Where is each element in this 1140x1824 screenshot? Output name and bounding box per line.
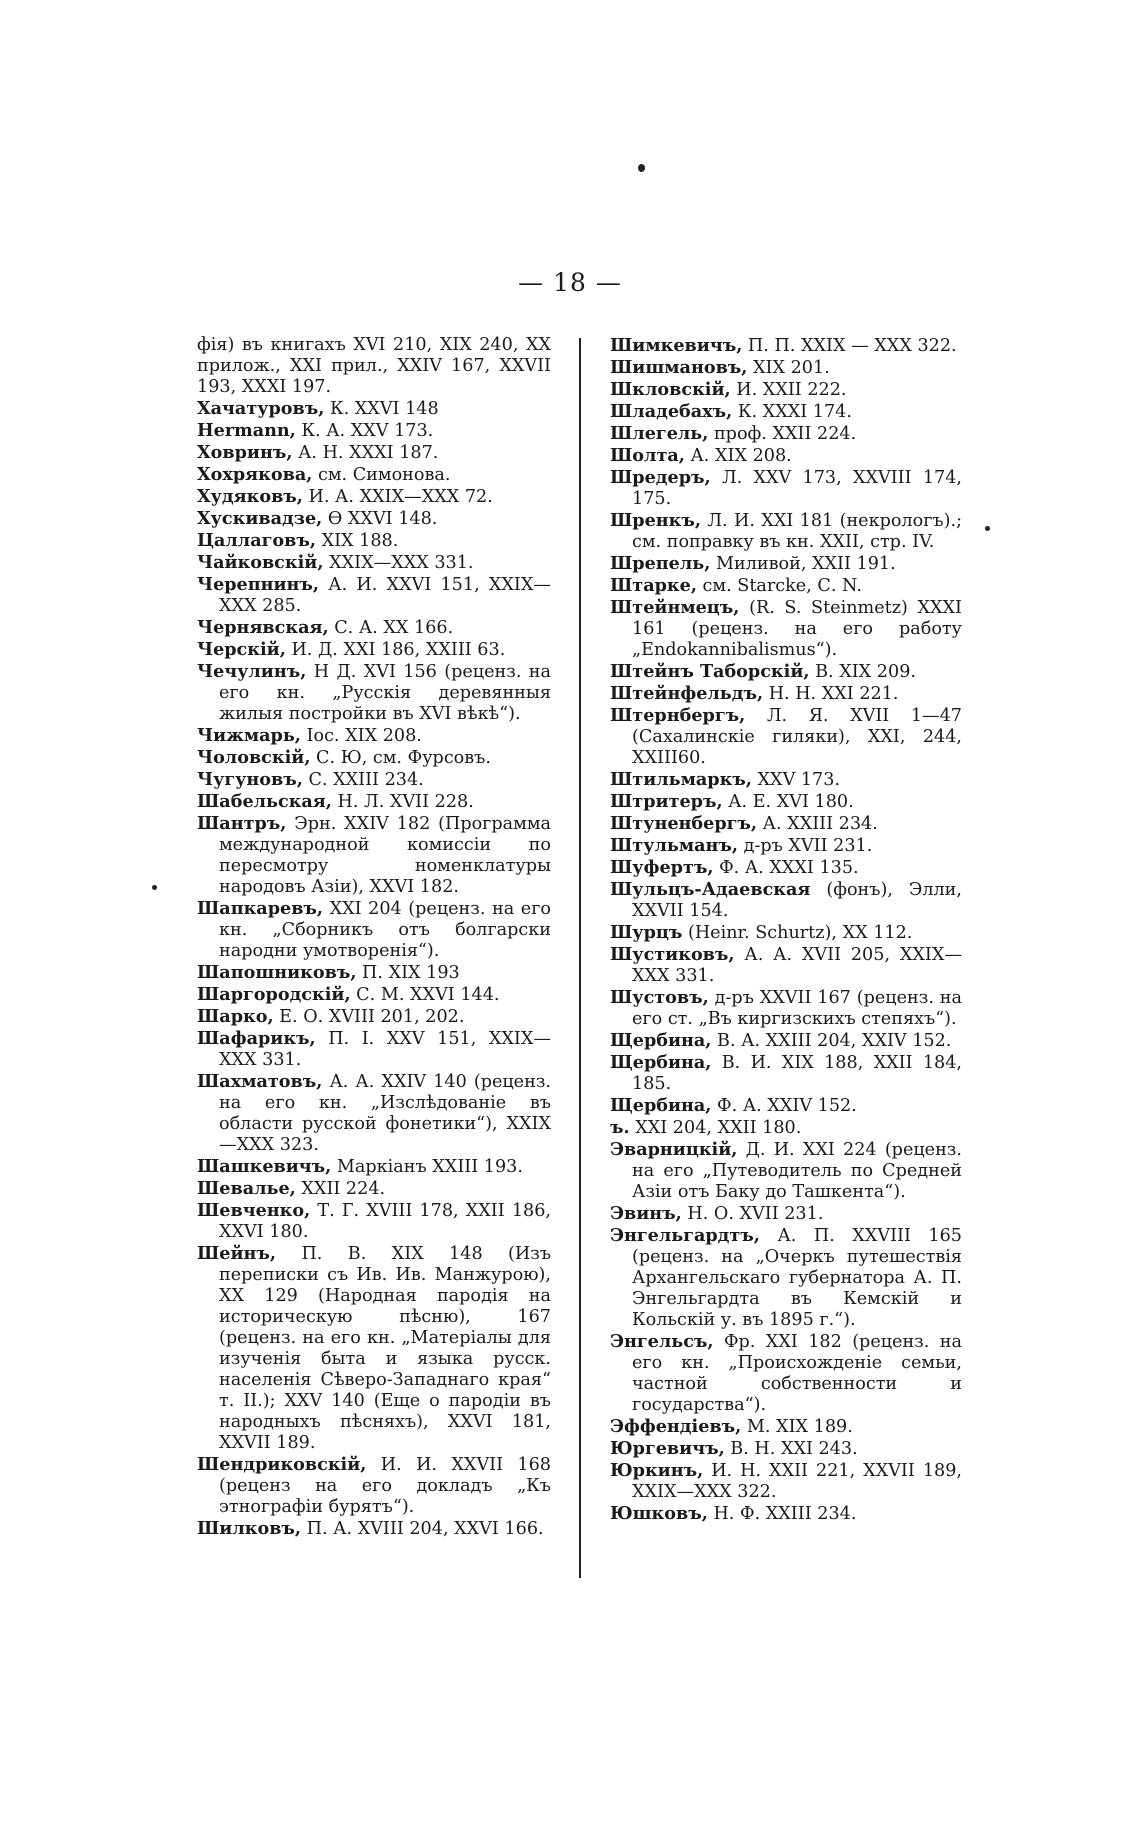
index-entry (197, 486, 551, 508)
entry-name: Шурцъ (610, 922, 683, 943)
entry-references: П. В. XIX 148 (Изъ переписки съ Ив. Ив. Манжурою), XX 129 (Народная пародія на историческую пѣсню), 167 (реценз. на его кн. „Матеріалы для изученія быта и языка русск. населенія Сѣверо-Западнаго края“ т. II.); XXV 140 (Еще о пародіи въ народныхъ пѣсняхъ), XXVI 181, XXVII 189. (219, 1244, 552, 1453)
entry-references: Миливой, XXII 191. (715, 554, 896, 574)
index-entry (197, 1028, 551, 1071)
index-entry (197, 962, 551, 984)
entry-references: И. Н. XXII 221, XXVII 189, XXIX—XXX 322. (632, 1461, 962, 1502)
entry-name: Цаллаговъ, (197, 530, 316, 551)
index-entry (610, 575, 962, 597)
entry-name: Шимкевичъ, (610, 335, 743, 356)
entry-name: Чоловскій, (197, 747, 311, 768)
index-entry (197, 747, 551, 769)
index-entry (197, 398, 551, 420)
entry-name: Худяковъ, (197, 486, 303, 507)
index-entry (197, 442, 551, 464)
entry-name: Шашкевичъ, (197, 1156, 332, 1177)
entry-name: Хохрякова, (197, 464, 313, 485)
index-entry (610, 553, 962, 575)
entry-references: И. И. XXVII 168 (реценз на его докладъ „Къ этнографіи бурятъ“). (219, 1455, 551, 1517)
entry-references: И. Д. XXI 186, XXIII 63. (291, 640, 506, 660)
entry-references: Н. Л. XVII 228. (337, 792, 474, 812)
index-entry (610, 597, 962, 661)
entry-name: ъ. (610, 1117, 630, 1138)
entry-references: Н. Н. XXI 221. (768, 684, 899, 704)
ink-speck (985, 526, 990, 531)
entry-references: Ѳ XXVI 148. (327, 509, 438, 529)
entry-name: Штуненбергъ, (610, 813, 758, 834)
entry-references: Т. Г. XVIII 178, XXII 186, XXVI 180. (219, 1201, 551, 1242)
index-entry (197, 898, 551, 962)
index-entry (610, 791, 962, 813)
entry-references: Л. XXV 173, XXVIII 174, 175. (632, 468, 963, 509)
entry-name: Шантръ, (197, 813, 287, 834)
entry-name: Чернявская, (197, 617, 329, 638)
entry-name: Штильмаркъ, (610, 769, 752, 790)
index-entry (197, 617, 551, 639)
index-entry (610, 705, 962, 769)
index-entry (610, 835, 962, 857)
entry-references: XIX 201. (753, 358, 830, 378)
index-entry (197, 420, 551, 442)
entry-references: В. И. XIX 188, XXII 184, 185. (632, 1053, 963, 1094)
entry-references: С. М. XXVI 144. (356, 985, 500, 1005)
entry-name: Ховринъ, (197, 442, 293, 463)
entry-name: Эварницкій, (610, 1139, 738, 1160)
page-number: — 18 — (518, 268, 622, 297)
entry-references: Л. Я. XVII 1—47 (Сахалинскіе гиляки), XXI, 244, XXIII60. (632, 706, 962, 768)
entry-name: Шендриковскій, (197, 1454, 367, 1475)
index-entry (610, 1139, 962, 1203)
entry-references: А. XIX 208. (690, 446, 792, 466)
entry-references: В. А. XXIII 204, XXIV 152. (717, 1031, 952, 1051)
entry-name: Hermann, (197, 420, 296, 441)
entry-references: К. XXXI 174. (737, 402, 852, 422)
entry-name: Шкловскій, (610, 379, 731, 400)
entry-name: Шабельская, (197, 791, 332, 812)
entry-name: Чугуновъ, (197, 769, 303, 790)
entry-name: Хачатуровъ, (197, 398, 325, 419)
entry-references: М. XIX 189. (746, 1417, 853, 1437)
entry-name: Шевченко, (197, 1200, 311, 1221)
index-entry (610, 1503, 962, 1525)
entry-name: Шладебахъ, (610, 401, 733, 422)
entry-name: Чижмарь, (197, 725, 301, 746)
entry-name: Штейнфельдъ, (610, 683, 764, 704)
entry-references: Е. О. XVIII 201, 202. (279, 1007, 465, 1027)
index-entry (610, 1052, 962, 1095)
entry-references: А. А. XVII 205, XXIX—XXX 331. (632, 945, 962, 986)
entry-references: К. XXVI 148 (329, 399, 439, 419)
ink-speck (152, 885, 157, 890)
entry-name: Шишмановъ, (610, 357, 748, 378)
entry-name: Шуфертъ, (610, 857, 714, 878)
index-entry (610, 1460, 962, 1503)
entry-name: Шренкъ, (610, 510, 702, 531)
entry-references: Фр. XXI 182 (реценз. на его кн. „Происхожденіе семьи, частной собственности и государства“). (632, 1332, 962, 1415)
entry-name: Черскій, (197, 639, 286, 660)
entry-name: Шапкаревъ, (197, 898, 324, 919)
entry-references: Н Д. XVI 156 (реценз. на его кн. „Русскія деревянныя жилыя постройки въ XVI вѣкѣ“). (219, 662, 551, 724)
index-entry (197, 1518, 551, 1540)
index-entry (197, 335, 551, 398)
entry-references: А. Е. XVI 180. (728, 792, 854, 812)
index-entry (610, 683, 962, 705)
entry-references: В. XIX 209. (815, 662, 916, 682)
entry-name: Энгельсъ, (610, 1331, 714, 1352)
entry-name: Штарке, (610, 575, 697, 596)
entry-name: Эвинъ, (610, 1203, 682, 1224)
index-entry (197, 639, 551, 661)
entry-references: XXII 224. (301, 1179, 386, 1199)
entry-references: (фонъ), Элли, XXVII 154. (632, 880, 962, 921)
index-entry (197, 769, 551, 791)
entry-references: И. А. XXIX—XXX 72. (308, 487, 493, 507)
index-entry (197, 1178, 551, 1200)
entry-name: Шредеръ, (610, 467, 711, 488)
index-entry (610, 1203, 962, 1225)
ink-speck (638, 164, 645, 172)
entry-name: Хускивадзе, (197, 508, 323, 529)
entry-references: Эрн. XXIV 182 (Программа международной комиссіи по пересмотру номенклатуры народовъ Азіи), XXVI 182. (219, 814, 552, 897)
entry-references: И. XXII 222. (736, 380, 847, 400)
index-entry (197, 661, 551, 725)
entry-references: Ф. А. XXIV 152. (717, 1096, 857, 1116)
entry-references: Н. Ф. XXIII 234. (713, 1504, 857, 1524)
column-divider (579, 338, 581, 1578)
entry-references: Д. И. XXI 224 (реценз. на его „Путеводитель по Средней Азіи отъ Баку до Ташкента“). (632, 1140, 962, 1202)
entry-references: П. I. XXV 151, XXIX—XXX 331. (219, 1029, 551, 1070)
entry-references: д-ръ XXVII 167 (реценз. на его ст. „Въ киргизскихъ степяхъ“). (632, 988, 962, 1029)
entry-name: Чечулинъ, (197, 661, 307, 682)
entry-references: XXIX—XXX 331. (329, 553, 474, 573)
entry-name: Эффендіевъ, (610, 1416, 742, 1437)
entry-name: Шульцъ-Адаевская (610, 879, 811, 900)
entry-name: Щербина, (610, 1052, 712, 1073)
entry-references: фія) въ книгахъ XVI 210, XIX 240, XX прилож., XXI прил., XXIV 167, XXVII 193, XXXI 197. (197, 335, 551, 397)
entry-name: Штульманъ, (610, 835, 739, 856)
entry-references: П. А. XVIII 204, XXVI 166. (306, 1519, 544, 1539)
entry-name: Штейнмецъ, (610, 597, 740, 618)
entry-references: А. И. XXVI 151, XXIX—XXX 285. (219, 575, 551, 616)
index-entry (197, 1156, 551, 1178)
entry-name: Шевалье, (197, 1178, 296, 1199)
entry-references: см. Симонова. (317, 465, 451, 485)
entry-name: Шапошниковъ, (197, 962, 357, 983)
index-entry (610, 987, 962, 1030)
entry-name: Чайковскій, (197, 552, 324, 573)
entry-name: Шафарикъ, (197, 1028, 316, 1049)
entry-name: Шаргородскій, (197, 984, 351, 1005)
index-entry (610, 857, 962, 879)
index-entry (610, 922, 962, 944)
entry-references: XIX 188. (321, 531, 399, 551)
index-entry (610, 944, 962, 987)
entry-name: Штритеръ, (610, 791, 723, 812)
index-entry (610, 1416, 962, 1438)
index-entry (197, 725, 551, 747)
index-entry (197, 574, 551, 617)
index-entry (610, 813, 962, 835)
entry-name: Черепнинъ, (197, 574, 320, 595)
index-entry (197, 791, 551, 813)
index-entry (197, 1200, 551, 1243)
index-entry (610, 467, 962, 510)
index-entry (610, 401, 962, 423)
index-entry (610, 769, 962, 791)
entry-references: А. А. XXIV 140 (реценз. на его кн. „Изслѣдованіе въ области русской фонетики“), XXIX—XXX 323. (219, 1072, 552, 1155)
index-entry (197, 813, 551, 898)
entry-name: Юшковъ, (610, 1503, 708, 1524)
entry-references: Ф. А. XXXI 135. (719, 858, 859, 878)
entry-references: XXV 173. (757, 770, 841, 790)
entry-references: Н. О. XVII 231. (687, 1204, 824, 1224)
entry-references: д-ръ XVII 231. (743, 836, 873, 856)
index-entry (610, 357, 962, 379)
index-entry (610, 379, 962, 401)
entry-references: (R. S. Steinmetz) XXXI 161 (реценз. на его работу „Endokannibalismus“). (632, 598, 962, 660)
entry-references: С. А. XX 166. (334, 618, 454, 638)
entry-references: Маркіанъ XXIII 193. (336, 1157, 523, 1177)
index-entry (610, 423, 962, 445)
entry-name: Шейнъ, (197, 1243, 277, 1264)
entry-name: Шустиковъ, (610, 944, 735, 965)
entry-references: С. Ю, см. Фурсовъ. (316, 748, 491, 768)
entry-references: А. П. XXVIII 165 (реценз. на „Очеркъ путешествія Архангельскаго губернатора А. П. Энгельгардта въ Кемскій и Кольскій у. въ 1895 г.“). (632, 1226, 963, 1330)
index-entry (610, 1331, 962, 1416)
entry-references: (Heinr. Schurtz), XX 112. (687, 923, 913, 943)
index-entry (197, 464, 551, 486)
index-entry (610, 510, 962, 553)
entry-name: Шолта, (610, 445, 685, 466)
entry-references: А. Н. XXXI 187. (298, 443, 439, 463)
entry-name: Шахматовъ, (197, 1071, 323, 1092)
index-entry (610, 335, 962, 357)
entry-references: С. XXIII 234. (308, 770, 424, 790)
index-entry (610, 1117, 962, 1139)
entry-references: Л. И. XXI 181 (некрологъ).; см. поправку въ кн. XXII, стр. IV. (632, 511, 962, 552)
index-entry (610, 1030, 962, 1052)
entry-name: Энгельгардтъ, (610, 1225, 760, 1246)
entry-references: В. Н. XXI 243. (730, 1439, 858, 1459)
index-entry (197, 1243, 551, 1454)
entry-references: П. XIX 193 (362, 963, 460, 983)
entry-name: Штейнъ Таборскій, (610, 661, 810, 682)
entry-name: Юргевичъ, (610, 1438, 725, 1459)
index-entry (197, 1454, 551, 1518)
entry-name: Щербина, (610, 1030, 712, 1051)
entry-references: XXI 204, XXII 180. (635, 1118, 802, 1138)
entry-name: Шрепель, (610, 553, 711, 574)
entry-references: см. Starcke, С. N. (702, 576, 862, 596)
entry-name: Штернбергъ, (610, 705, 746, 726)
entry-name: Шустовъ, (610, 987, 709, 1008)
index-column-right (610, 335, 962, 1525)
index-entry (197, 530, 551, 552)
entry-references: Іос. XIX 208. (306, 726, 422, 746)
index-entry (197, 1071, 551, 1156)
index-entry (610, 1095, 962, 1117)
index-entry (197, 1006, 551, 1028)
index-entry (197, 552, 551, 574)
entry-name: Юркинъ, (610, 1460, 704, 1481)
index-entry (197, 984, 551, 1006)
entry-references: XXI 204 (реценз. на его кн. „Сборникъ отъ болгарски народни умотворенія“). (219, 899, 552, 961)
entry-name: Щербина, (610, 1095, 712, 1116)
entry-references: П. П. XXIX — XXX 322. (747, 336, 957, 356)
index-entry (610, 661, 962, 683)
index-entry (610, 1225, 962, 1331)
index-column-left (197, 335, 551, 1540)
entry-name: Шилковъ, (197, 1518, 302, 1539)
index-entry (197, 508, 551, 530)
entry-references: К. А. XXV 173. (301, 421, 434, 441)
entry-name: Шлегель, (610, 423, 709, 444)
index-entry (610, 445, 962, 467)
entry-name: Шарко, (197, 1006, 274, 1027)
entry-references: проф. XXII 224. (713, 424, 857, 444)
entry-references: А. XXIII 234. (762, 814, 878, 834)
index-entry (610, 1438, 962, 1460)
index-entry (610, 879, 962, 922)
